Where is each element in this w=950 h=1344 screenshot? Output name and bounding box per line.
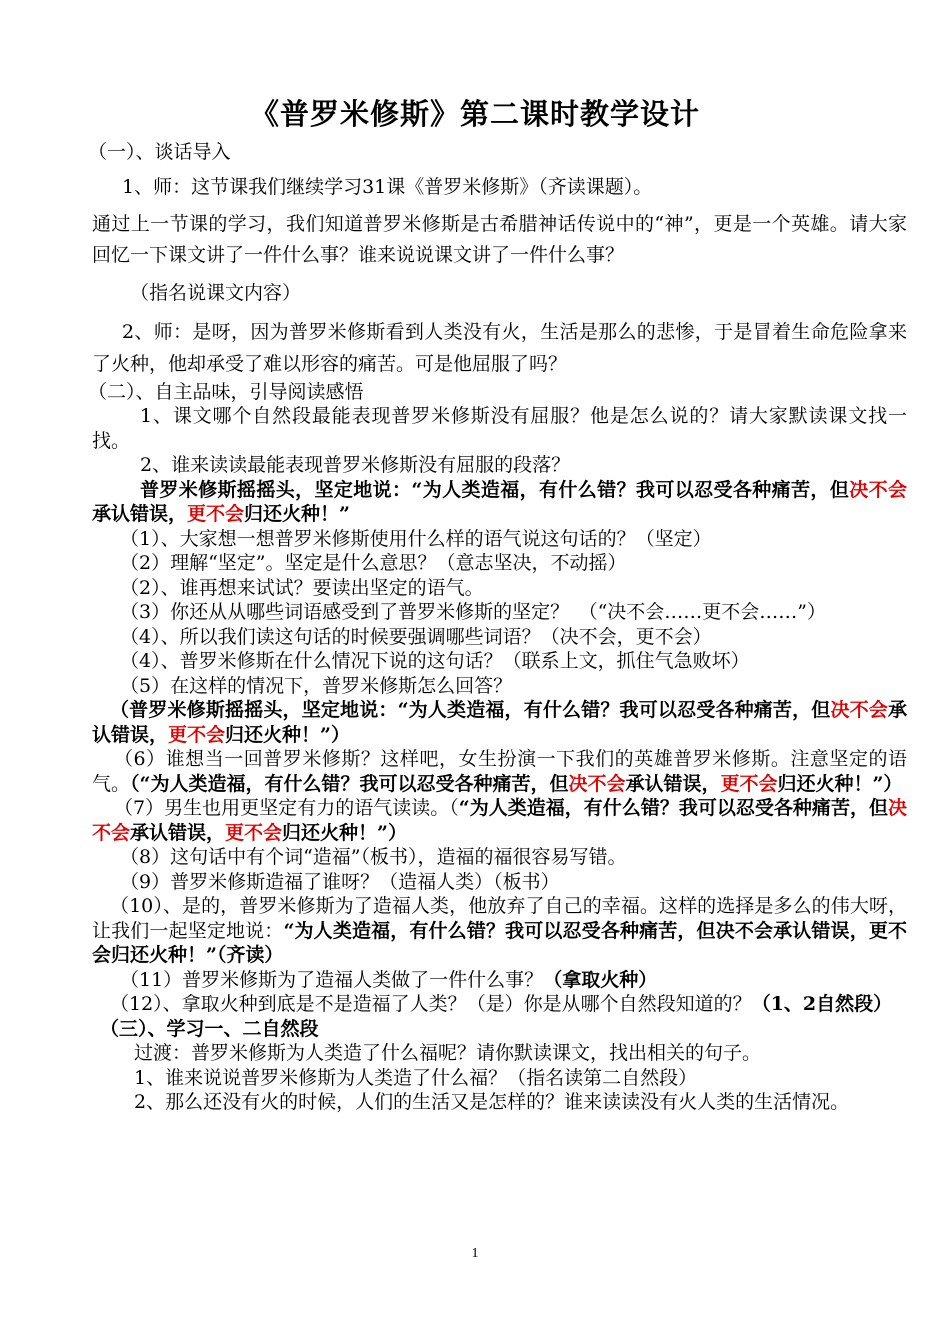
list-text: （7）男生也用更坚定有力的语气读读。（: [114, 797, 459, 819]
quote-text: 普罗米修斯摇摇头，坚定地说：“为人类造福，有什么错？我可以忍受各种痛苦，但: [140, 478, 850, 501]
emphasis-word: 决不会: [830, 699, 888, 721]
section-heading-3: （三）、学习一、二自然段: [100, 1017, 319, 1040]
list-item: （2）理解“坚定”。坚定是什么意思？（意志坚决，不动摇）: [120, 552, 627, 574]
list-item: （4）、普罗米修斯在什么情况下说的这句话？（联系上文，抓住气急败坏）: [120, 650, 750, 672]
paragraph: 2、那么还没有火的时候，人们的生活又是怎样的？谁来读读没有火人类的生活情况。: [134, 1091, 850, 1113]
emphasis-word: 更不会: [225, 821, 283, 844]
paragraph: 通过上一节课的学习，我们知道普罗米修斯是古希腊神话传说中的“神”，更是一个英雄。请大家回忆一下课文讲了一件什么事？谁来说说课文讲了一件什么事？: [92, 213, 907, 266]
list-text: （12）、拿取火种到底是不是造福了人类？（是）你是从哪个自然段知道的？: [110, 993, 752, 1015]
quote-text: 归还火种！”）: [225, 723, 350, 746]
emphasis-word: 更不会: [168, 723, 226, 746]
list-text: （10）、是的，普罗米修斯为了造福人类，他放弃了自己的幸福。这样的选择是多么的伟大呀，让我们一起坚定地说：: [92, 895, 907, 942]
quote-text: （普罗米修斯摇摇头，坚定地说：“为人类造福，有什么错？我可以忍受各种痛苦，但: [110, 699, 831, 721]
quote-text: 归还火种！”）: [282, 821, 407, 844]
emphasis-word: 更不会: [720, 772, 778, 795]
quote-text: （“为人类造福，有什么错？我可以忍受各种痛苦，但: [130, 772, 569, 795]
list-item: [92, 747, 907, 796]
list-item: [92, 968, 907, 993]
paragraph: 1、谁来说说普罗米修斯为人类造了什么福？（指名读第二自然段）: [134, 1066, 698, 1089]
question: 2、谁来读读最能表现普罗米修斯没有屈服的段落？: [140, 454, 571, 476]
question: 1、课文哪个自然段最能表现普罗米修斯没有屈服？他是怎么说的？请大家默读课文找一找。: [92, 405, 907, 452]
emphasis-word: 决不会: [568, 772, 626, 795]
list-text: （6）谁想当一回普罗米修斯？这样吧，女生扮演一下我们的英雄普罗米修斯。注意坚定的语气。: [92, 748, 907, 795]
quote-text: “为人类造福，有什么错？我可以忍受各种痛苦，但决不会承认错误，更不会归还火种！”（齐读）: [92, 919, 907, 966]
paragraph: 2、师：是呀，因为普罗米修斯看到人类没有火，生活是那么的悲惨，于是冒着生命危险拿来了火种，他却承受了难以形容的痛苦。可是他屈服了吗？: [92, 320, 907, 375]
paragraph: 过渡：普罗米修斯为人类造了什么福呢？请你默读课文，找出相关的句子。: [134, 1042, 762, 1064]
emphasis-word: 更不会: [187, 503, 245, 525]
answer-text: （1、2自然段）: [751, 993, 893, 1015]
page-number: 1: [471, 1246, 479, 1261]
list-item: （2）、谁再想来试试？要读出坚定的语气。: [120, 576, 484, 599]
quote-text: 承认错误，: [130, 821, 226, 844]
section-heading-2: （二）、自主品味，引导阅读感悟: [88, 380, 364, 403]
list-item: （3）你还从从哪些词语感受到了普罗米修斯的坚定？ （“决不会……更不会……”）: [120, 601, 827, 623]
list-item: [92, 796, 907, 845]
document-body: [88, 140, 907, 1115]
quote-text: “为人类造福，有什么错？我可以忍受各种痛苦，但: [458, 797, 888, 819]
emphasis-word: 决不会: [92, 797, 907, 844]
paragraph: （指名说课文内容）: [130, 282, 302, 304]
quote-text: 承认错误，: [625, 772, 721, 795]
quote-text: 承认错误，: [92, 699, 907, 746]
answer-text: （拿取火种）: [543, 968, 658, 991]
key-quote: [92, 698, 907, 747]
document-title: 《普罗米修斯》第二课时教学设计: [249, 97, 700, 131]
quote-text: 归还火种！”: [244, 503, 350, 525]
section-heading-1: （一）、谈话导入: [88, 141, 231, 163]
list-item: （4）、所以我们读这句话的时候要强调哪些词语？（决不会，更不会）: [120, 625, 712, 648]
list-item: （1）、大家想一想普罗米修斯使用什么样的语气说这句话的？（坚定）: [120, 527, 712, 550]
list-text: （11）普罗米修斯为了造福人类做了一件什么事？: [120, 968, 544, 991]
paragraph: 1、师：这节课我们继续学习31课《普罗米修斯》（齐读课题）。: [122, 175, 653, 198]
quote-text: 归还火种！”）: [777, 772, 903, 795]
quote-text: 承认错误，: [92, 503, 188, 525]
list-item: [92, 894, 907, 968]
list-item: （5）在这样的情况下，普罗米修斯怎么回答？: [120, 674, 513, 697]
list-item: （9）普罗米修斯造福了谁呀？（造福人类）（板书）: [120, 870, 560, 893]
emphasis-word: 决不会: [849, 478, 907, 501]
list-item: [92, 992, 907, 1017]
list-item: （8）这句话中有个词“造福”（板书），造福的福很容易写错。: [120, 846, 627, 868]
key-quote: [92, 478, 907, 527]
